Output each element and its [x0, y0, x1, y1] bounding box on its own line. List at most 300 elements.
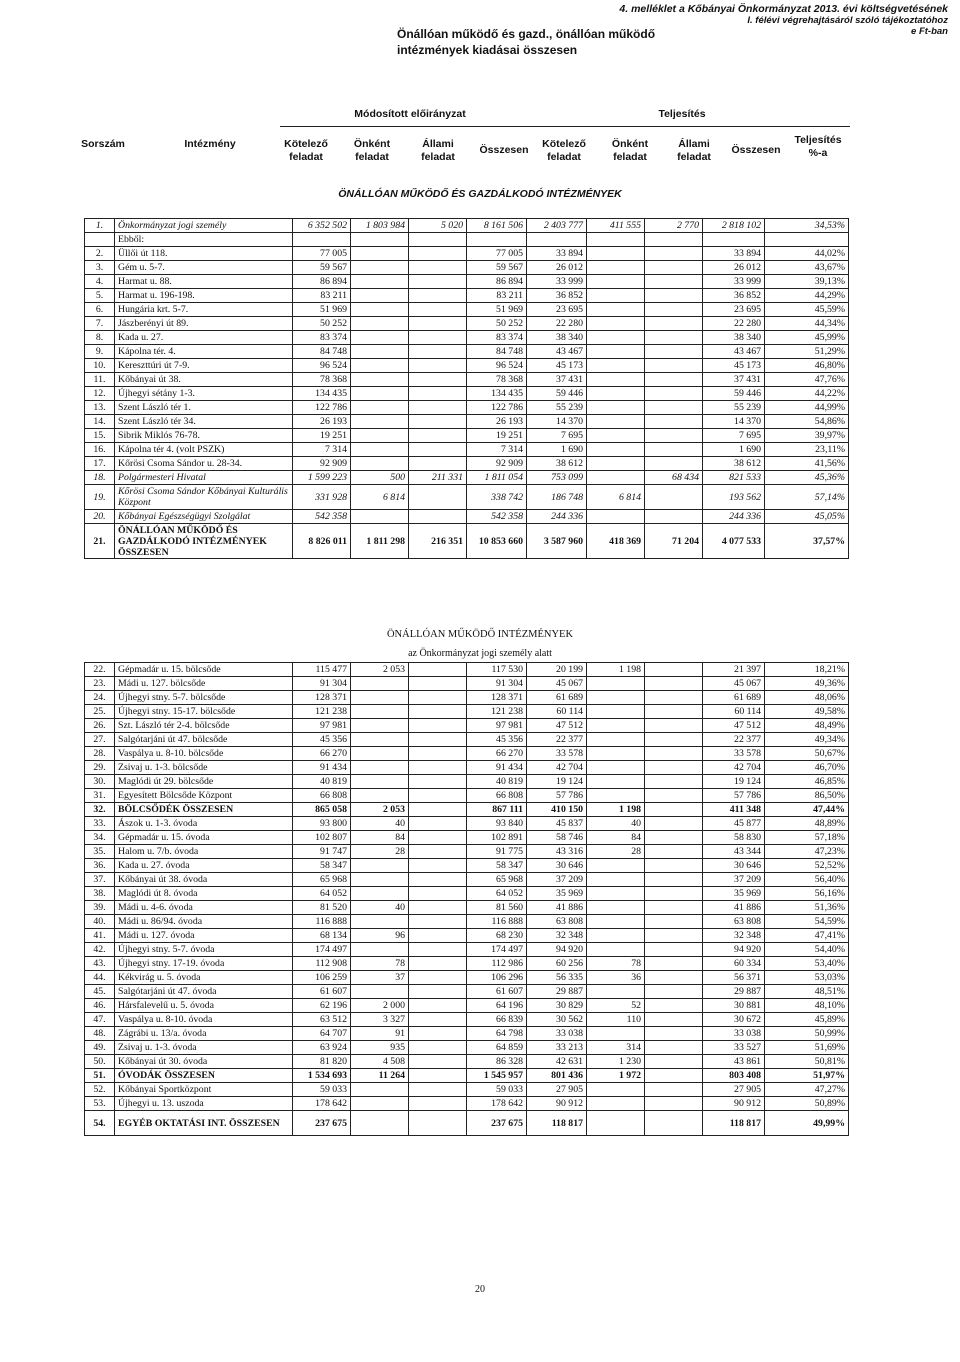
row-number-cell: 30. — [85, 775, 115, 789]
column-header — [80, 104, 848, 180]
table-row — [85, 761, 849, 775]
row-number-cell: 41. — [85, 929, 115, 943]
row-number-cell: 15. — [85, 429, 115, 443]
mod-allami-cell — [409, 415, 467, 429]
table-row — [85, 691, 849, 705]
telj-osszesen-cell: 23 695 — [703, 303, 765, 317]
row-name-cell: ÓVODÁK ÖSSZESEN — [115, 1069, 293, 1083]
mod-allami-cell — [409, 999, 467, 1013]
col-osszesen-telj: Összesen — [731, 144, 781, 156]
mod-kotelezo-cell: 81 520 — [293, 901, 351, 915]
telj-onkent-cell: 411 555 — [587, 219, 645, 233]
telj-onkent-cell — [587, 415, 645, 429]
table-row — [85, 289, 849, 303]
data-table-2 — [84, 662, 849, 1136]
mod-kotelezo-cell: 59 567 — [293, 261, 351, 275]
telj-pct-cell: 46,85% — [765, 775, 849, 789]
telj-kotelezo-cell: 60 114 — [527, 705, 587, 719]
row-name-cell: Kereszttúri út 7-9. — [115, 359, 293, 373]
mod-osszesen-cell: 66 839 — [467, 1013, 527, 1027]
mod-osszesen-cell: 65 968 — [467, 873, 527, 887]
telj-osszesen-cell: 43 467 — [703, 345, 765, 359]
mod-osszesen-cell: 102 891 — [467, 831, 527, 845]
telj-osszesen-cell: 41 886 — [703, 901, 765, 915]
row-number-cell: 1. — [85, 219, 115, 233]
telj-onkent-cell: 1 198 — [587, 803, 645, 817]
table-row — [85, 1069, 849, 1083]
telj-pct-cell: 47,44% — [765, 803, 849, 817]
mod-allami-cell — [409, 1083, 467, 1097]
telj-onkent-cell — [587, 859, 645, 873]
mod-kotelezo-cell: 7 314 — [293, 443, 351, 457]
row-number-cell: 10. — [85, 359, 115, 373]
telj-pct-cell: 47,23% — [765, 845, 849, 859]
mod-osszesen-cell: 64 196 — [467, 999, 527, 1013]
mod-onkent-cell — [351, 1097, 409, 1111]
telj-osszesen-cell: 38 340 — [703, 331, 765, 345]
mod-allami-cell — [409, 929, 467, 943]
table-row — [85, 971, 849, 985]
row-number-cell: 36. — [85, 859, 115, 873]
telj-kotelezo-cell: 14 370 — [527, 415, 587, 429]
telj-kotelezo-cell: 244 336 — [527, 510, 587, 524]
mod-allami-cell — [409, 247, 467, 261]
mod-kotelezo-cell: 112 908 — [293, 957, 351, 971]
row-name-cell: Üllői út 118. — [115, 247, 293, 261]
row-number-cell: 47. — [85, 1013, 115, 1027]
mod-allami-cell — [409, 747, 467, 761]
telj-kotelezo-cell: 30 646 — [527, 859, 587, 873]
col-onkent-telj: Önként feladat — [611, 138, 649, 163]
mod-allami-cell — [409, 429, 467, 443]
telj-onkent-cell — [587, 289, 645, 303]
mod-onkent-cell — [351, 387, 409, 401]
row-number-cell: 50. — [85, 1055, 115, 1069]
row-number-cell: 46. — [85, 999, 115, 1013]
mod-allami-cell — [409, 1069, 467, 1083]
telj-kotelezo-cell: 37 209 — [527, 873, 587, 887]
telj-pct-cell — [765, 233, 849, 247]
telj-kotelezo-cell: 47 512 — [527, 719, 587, 733]
telj-allami-cell — [645, 999, 703, 1013]
telj-onkent-cell: 110 — [587, 1013, 645, 1027]
telj-allami-cell — [645, 887, 703, 901]
telj-onkent-cell: 84 — [587, 831, 645, 845]
row-number-cell: 20. — [85, 510, 115, 524]
telj-allami-cell: 68 434 — [645, 471, 703, 485]
mod-allami-cell — [409, 233, 467, 247]
telj-pct-cell: 44,99% — [765, 401, 849, 415]
telj-allami-cell — [645, 233, 703, 247]
telj-osszesen-cell: 821 533 — [703, 471, 765, 485]
table-row — [85, 510, 849, 524]
telj-osszesen-cell: 60 334 — [703, 957, 765, 971]
telj-allami-cell — [645, 957, 703, 971]
telj-onkent-cell — [587, 443, 645, 457]
mod-onkent-cell: 91 — [351, 1027, 409, 1041]
telj-pct-cell: 45,05% — [765, 510, 849, 524]
row-number-cell: 4. — [85, 275, 115, 289]
mod-allami-cell — [409, 789, 467, 803]
table-row — [85, 1083, 849, 1097]
row-name-cell: Ászok u. 1-3. óvoda — [115, 817, 293, 831]
mod-allami-cell — [409, 261, 467, 275]
row-name-cell: Zágrábi u. 13/a. óvoda — [115, 1027, 293, 1041]
row-name-cell: Zsivaj u. 1-3. bölcsőde — [115, 761, 293, 775]
telj-allami-cell — [645, 401, 703, 415]
telj-osszesen-cell: 244 336 — [703, 510, 765, 524]
mod-allami-cell: 216 351 — [409, 524, 467, 559]
row-number-cell: 6. — [85, 303, 115, 317]
mod-allami-cell — [409, 691, 467, 705]
mod-allami-cell — [409, 1111, 467, 1136]
mod-osszesen-cell: 237 675 — [467, 1111, 527, 1136]
mod-allami-cell — [409, 985, 467, 999]
mod-allami-cell — [409, 1027, 467, 1041]
note-line-1: 4. melléklet a Kőbányai Önkormányzat 2013. évi költségvetésének — [619, 3, 948, 15]
col-allami-telj: Állami feladat — [677, 138, 711, 163]
row-name-cell: Salgótarjáni út 47. óvoda — [115, 985, 293, 999]
mod-allami-cell: 211 331 — [409, 471, 467, 485]
row-number-cell: 49. — [85, 1041, 115, 1055]
mod-onkent-cell — [351, 985, 409, 999]
row-number-cell: 5. — [85, 289, 115, 303]
mod-onkent-cell — [351, 303, 409, 317]
mod-onkent-cell — [351, 859, 409, 873]
mod-onkent-cell: 40 — [351, 817, 409, 831]
telj-allami-cell — [645, 747, 703, 761]
table-row — [85, 415, 849, 429]
mod-kotelezo-cell: 58 347 — [293, 859, 351, 873]
mod-osszesen-cell: 122 786 — [467, 401, 527, 415]
group-header-fulfilled: Teljesítés — [658, 108, 706, 120]
mod-kotelezo-cell: 122 786 — [293, 401, 351, 415]
telj-pct-cell: 57,14% — [765, 485, 849, 510]
telj-kotelezo-cell: 33 038 — [527, 1027, 587, 1041]
telj-osszesen-cell: 193 562 — [703, 485, 765, 510]
mod-osszesen-cell: 542 358 — [467, 510, 527, 524]
row-number-cell: 8. — [85, 331, 115, 345]
table-row — [85, 803, 849, 817]
telj-osszesen-cell: 30 881 — [703, 999, 765, 1013]
mod-onkent-cell — [351, 429, 409, 443]
table-row — [85, 1055, 849, 1069]
telj-kotelezo-cell: 3 587 960 — [527, 524, 587, 559]
telj-kotelezo-cell: 45 837 — [527, 817, 587, 831]
mod-osszesen-cell: 83 211 — [467, 289, 527, 303]
mod-allami-cell — [409, 873, 467, 887]
telj-osszesen-cell: 4 077 533 — [703, 524, 765, 559]
telj-kotelezo-cell: 30 829 — [527, 999, 587, 1013]
table-row — [85, 733, 849, 747]
telj-onkent-cell — [587, 691, 645, 705]
mod-onkent-cell: 28 — [351, 845, 409, 859]
telj-allami-cell — [645, 663, 703, 677]
mod-allami-cell — [409, 401, 467, 415]
row-name-cell: ÖNÁLLÓAN MŰKÖDŐ ÉS GAZDÁLKODÓ INTÉZMÉNYEK ÖSSZESEN — [115, 524, 293, 559]
telj-kotelezo-cell: 37 431 — [527, 373, 587, 387]
mod-kotelezo-cell: 61 607 — [293, 985, 351, 999]
telj-onkent-cell: 418 369 — [587, 524, 645, 559]
mod-kotelezo-cell: 64 707 — [293, 1027, 351, 1041]
row-number-cell: 53. — [85, 1097, 115, 1111]
telj-onkent-cell: 6 814 — [587, 485, 645, 510]
table-row — [85, 429, 849, 443]
row-name-cell: Kőrösi Csoma Sándor u. 28-34. — [115, 457, 293, 471]
telj-onkent-cell — [587, 331, 645, 345]
telj-pct-cell: 49,58% — [765, 705, 849, 719]
mod-allami-cell: 5 020 — [409, 219, 467, 233]
table-row — [85, 345, 849, 359]
mod-allami-cell — [409, 705, 467, 719]
row-number-cell: 54. — [85, 1111, 115, 1136]
mod-osszesen-cell: 92 909 — [467, 457, 527, 471]
telj-osszesen-cell: 45 067 — [703, 677, 765, 691]
mod-osszesen-cell: 97 981 — [467, 719, 527, 733]
mod-kotelezo-cell: 63 512 — [293, 1013, 351, 1027]
telj-pct-cell: 49,34% — [765, 733, 849, 747]
mod-onkent-cell — [351, 331, 409, 345]
telj-allami-cell — [645, 510, 703, 524]
telj-osszesen-cell: 22 377 — [703, 733, 765, 747]
col-pct: Teljesítés %-a — [794, 134, 842, 159]
mod-onkent-cell — [351, 275, 409, 289]
mod-osszesen-cell: 86 894 — [467, 275, 527, 289]
mod-allami-cell — [409, 887, 467, 901]
mod-kotelezo-cell: 86 894 — [293, 275, 351, 289]
telj-kotelezo-cell: 22 280 — [527, 317, 587, 331]
row-number-cell: 31. — [85, 789, 115, 803]
telj-osszesen-cell: 33 038 — [703, 1027, 765, 1041]
telj-kotelezo-cell: 2 403 777 — [527, 219, 587, 233]
row-number-cell: 35. — [85, 845, 115, 859]
mod-onkent-cell — [351, 1111, 409, 1136]
telj-allami-cell — [645, 817, 703, 831]
table-row — [85, 901, 849, 915]
row-number-cell: 24. — [85, 691, 115, 705]
telj-onkent-cell — [587, 873, 645, 887]
telj-kotelezo-cell: 42 631 — [527, 1055, 587, 1069]
telj-allami-cell — [645, 289, 703, 303]
mod-osszesen-cell: 40 819 — [467, 775, 527, 789]
row-number-cell: 14. — [85, 415, 115, 429]
mod-allami-cell — [409, 943, 467, 957]
telj-kotelezo-cell: 55 239 — [527, 401, 587, 415]
telj-allami-cell — [645, 457, 703, 471]
mod-allami-cell — [409, 331, 467, 345]
telj-onkent-cell — [587, 471, 645, 485]
telj-allami-cell — [645, 985, 703, 999]
mod-kotelezo-cell: 77 005 — [293, 247, 351, 261]
mod-allami-cell — [409, 510, 467, 524]
telj-kotelezo-cell: 61 689 — [527, 691, 587, 705]
mod-onkent-cell: 935 — [351, 1041, 409, 1055]
mod-osszesen-cell: 59 567 — [467, 261, 527, 275]
telj-kotelezo-cell: 43 467 — [527, 345, 587, 359]
telj-osszesen-cell: 26 012 — [703, 261, 765, 275]
telj-allami-cell — [645, 943, 703, 957]
row-name-cell: Harmat u. 196-198. — [115, 289, 293, 303]
telj-kotelezo-cell: 26 012 — [527, 261, 587, 275]
mod-allami-cell — [409, 387, 467, 401]
mod-allami-cell — [409, 915, 467, 929]
telj-pct-cell: 50,99% — [765, 1027, 849, 1041]
telj-osszesen-cell: 61 689 — [703, 691, 765, 705]
telj-kotelezo-cell — [527, 233, 587, 247]
table-row — [85, 775, 849, 789]
telj-pct-cell: 47,76% — [765, 373, 849, 387]
telj-kotelezo-cell: 753 099 — [527, 471, 587, 485]
mod-osszesen-cell: 338 742 — [467, 485, 527, 510]
col-intezmeny: Intézmény — [184, 138, 236, 150]
telj-onkent-cell: 52 — [587, 999, 645, 1013]
telj-pct-cell: 46,80% — [765, 359, 849, 373]
mod-osszesen-cell: 19 251 — [467, 429, 527, 443]
mod-kotelezo-cell — [293, 233, 351, 247]
telj-allami-cell — [645, 873, 703, 887]
mod-kotelezo-cell: 83 374 — [293, 331, 351, 345]
telj-pct-cell: 48,89% — [765, 817, 849, 831]
row-name-cell: Gém u. 5-7. — [115, 261, 293, 275]
telj-osszesen-cell: 94 920 — [703, 943, 765, 957]
telj-kotelezo-cell: 23 695 — [527, 303, 587, 317]
row-name-cell: Salgótarjáni út 47. bölcsőde — [115, 733, 293, 747]
mod-kotelezo-cell: 96 524 — [293, 359, 351, 373]
row-number-cell: 7. — [85, 317, 115, 331]
mod-kotelezo-cell: 78 368 — [293, 373, 351, 387]
telj-kotelezo-cell: 38 340 — [527, 331, 587, 345]
telj-onkent-cell — [587, 1111, 645, 1136]
mod-onkent-cell — [351, 677, 409, 691]
mod-osszesen-cell: 7 314 — [467, 443, 527, 457]
mod-allami-cell — [409, 373, 467, 387]
mod-kotelezo-cell: 91 434 — [293, 761, 351, 775]
mod-kotelezo-cell: 1 599 223 — [293, 471, 351, 485]
mod-onkent-cell — [351, 887, 409, 901]
telj-osszesen-cell: 30 672 — [703, 1013, 765, 1027]
telj-pct-cell: 45,36% — [765, 471, 849, 485]
telj-onkent-cell — [587, 233, 645, 247]
telj-kotelezo-cell: 59 446 — [527, 387, 587, 401]
mod-onkent-cell — [351, 691, 409, 705]
telj-allami-cell — [645, 831, 703, 845]
telj-kotelezo-cell: 60 256 — [527, 957, 587, 971]
telj-onkent-cell — [587, 387, 645, 401]
telj-allami-cell — [645, 915, 703, 929]
row-name-cell: Polgármesteri Hivatal — [115, 471, 293, 485]
row-name-cell: Kőbányai út 30. óvoda — [115, 1055, 293, 1069]
table-row — [85, 999, 849, 1013]
telj-pct-cell: 50,67% — [765, 747, 849, 761]
telj-kotelezo-cell: 63 808 — [527, 915, 587, 929]
mod-osszesen-cell: 128 371 — [467, 691, 527, 705]
row-number-cell: 40. — [85, 915, 115, 929]
row-name-cell: Szent László tér 34. — [115, 415, 293, 429]
row-name-cell: Kőrösi Csoma Sándor Kőbányai Kulturális Központ — [115, 485, 293, 510]
telj-pct-cell: 52,52% — [765, 859, 849, 873]
telj-pct-cell: 48,49% — [765, 719, 849, 733]
mod-onkent-cell — [351, 359, 409, 373]
telj-kotelezo-cell: 43 316 — [527, 845, 587, 859]
telj-pct-cell: 39,97% — [765, 429, 849, 443]
telj-pct-cell: 44,22% — [765, 387, 849, 401]
mod-allami-cell — [409, 957, 467, 971]
mod-kotelezo-cell: 91 747 — [293, 845, 351, 859]
telj-osszesen-cell: 14 370 — [703, 415, 765, 429]
telj-kotelezo-cell: 38 612 — [527, 457, 587, 471]
telj-allami-cell — [645, 331, 703, 345]
telj-osszesen-cell: 47 512 — [703, 719, 765, 733]
telj-allami-cell — [645, 1041, 703, 1055]
telj-pct-cell: 57,18% — [765, 831, 849, 845]
col-sorszam: Sorszám — [81, 138, 125, 150]
telj-kotelezo-cell: 7 695 — [527, 429, 587, 443]
mod-osszesen-cell: 77 005 — [467, 247, 527, 261]
mod-kotelezo-cell: 66 808 — [293, 789, 351, 803]
mod-osszesen-cell: 59 033 — [467, 1083, 527, 1097]
telj-osszesen-cell: 803 408 — [703, 1069, 765, 1083]
mod-allami-cell — [409, 317, 467, 331]
table-row — [85, 663, 849, 677]
telj-allami-cell — [645, 1083, 703, 1097]
mod-osszesen-cell: 86 328 — [467, 1055, 527, 1069]
table-row — [85, 1041, 849, 1055]
table-row — [85, 359, 849, 373]
mod-allami-cell — [409, 359, 467, 373]
mod-osszesen-cell: 91 304 — [467, 677, 527, 691]
telj-onkent-cell — [587, 915, 645, 929]
table-row — [85, 719, 849, 733]
mod-kotelezo-cell: 62 196 — [293, 999, 351, 1013]
row-number-cell: 37. — [85, 873, 115, 887]
row-name-cell: BÖLCSŐDÉK ÖSSZESEN — [115, 803, 293, 817]
telj-osszesen-cell: 33 894 — [703, 247, 765, 261]
telj-osszesen-cell: 1 690 — [703, 443, 765, 457]
telj-onkent-cell: 1 198 — [587, 663, 645, 677]
mod-allami-cell — [409, 443, 467, 457]
row-number-cell: 43. — [85, 957, 115, 971]
telj-kotelezo-cell: 118 817 — [527, 1111, 587, 1136]
mod-onkent-cell — [351, 415, 409, 429]
mod-allami-cell — [409, 1097, 467, 1111]
telj-kotelezo-cell: 58 746 — [527, 831, 587, 845]
telj-allami-cell — [645, 859, 703, 873]
telj-onkent-cell — [587, 429, 645, 443]
mod-onkent-cell — [351, 747, 409, 761]
row-name-cell: Gépmadár u. 15. óvoda — [115, 831, 293, 845]
telj-onkent-cell: 40 — [587, 817, 645, 831]
telj-osszesen-cell: 55 239 — [703, 401, 765, 415]
telj-onkent-cell: 1 230 — [587, 1055, 645, 1069]
row-name-cell: Sibrik Miklós 76-78. — [115, 429, 293, 443]
telj-kotelezo-cell: 56 335 — [527, 971, 587, 985]
table-row — [85, 457, 849, 471]
mod-kotelezo-cell: 84 748 — [293, 345, 351, 359]
telj-osszesen-cell: 56 371 — [703, 971, 765, 985]
row-number-cell: 27. — [85, 733, 115, 747]
mod-kotelezo-cell: 6 352 502 — [293, 219, 351, 233]
table-row — [85, 471, 849, 485]
row-number-cell: 2. — [85, 247, 115, 261]
telj-kotelezo-cell: 35 969 — [527, 887, 587, 901]
telj-pct-cell: 50,89% — [765, 1097, 849, 1111]
telj-allami-cell — [645, 803, 703, 817]
telj-kotelezo-cell: 45 173 — [527, 359, 587, 373]
mod-onkent-cell — [351, 705, 409, 719]
table-row — [85, 275, 849, 289]
telj-onkent-cell: 36 — [587, 971, 645, 985]
mod-allami-cell — [409, 803, 467, 817]
